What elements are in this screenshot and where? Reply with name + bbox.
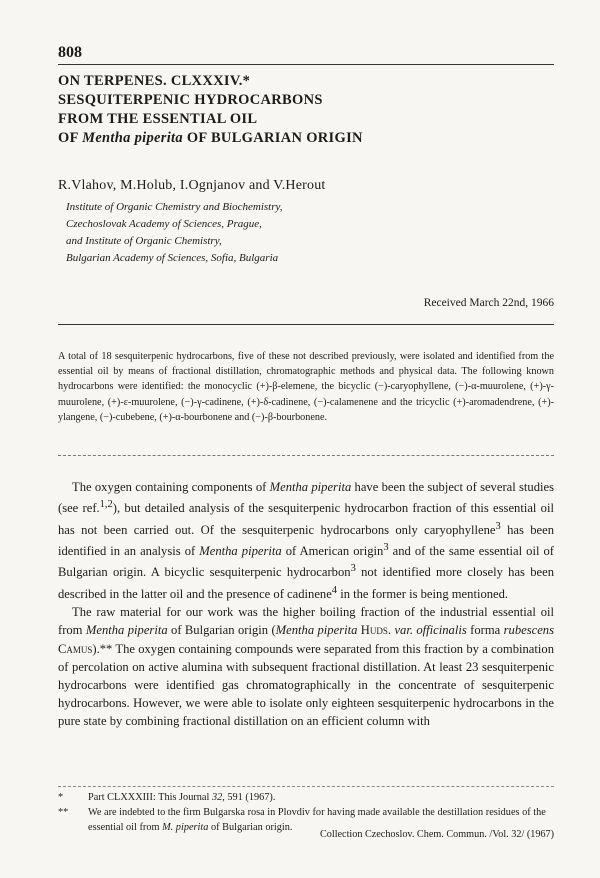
reference-superscript: 3 xyxy=(383,541,389,553)
received-date: Received March 22nd, 1966 xyxy=(423,297,554,309)
article-title xyxy=(58,72,363,148)
affiliations xyxy=(66,199,283,267)
species-name: Mentha piperita xyxy=(275,623,358,638)
body-paragraph-2 xyxy=(58,603,554,730)
footnote-volume: 32, xyxy=(211,792,225,803)
reference-superscript: 4 xyxy=(331,584,338,596)
abstract-top-rule xyxy=(58,324,554,325)
footnote xyxy=(58,790,554,805)
text-run: of Bulgarian origin ( xyxy=(167,623,276,638)
authors: R.Vlahov, M.Holub, I.Ognjanov and V.Herout xyxy=(58,178,326,193)
footnote-text: of Bulgarian origin. xyxy=(208,822,293,833)
affiliation-line: Czechoslovak Academy of Sciences, Prague, xyxy=(66,218,262,230)
title-line-2: SESQUITERPENIC HYDROCARBONS xyxy=(58,92,323,108)
title-line-1: ON TERPENES. CLXXXIV.* xyxy=(58,73,251,89)
footnote-text: 591 (1967). xyxy=(224,792,276,803)
title-line-4-pre: OF xyxy=(58,130,83,146)
text-run: and of the same essential oil of Bulgarian origin. A bicyclic sesquiterpenic hydrocarbon xyxy=(58,544,554,580)
forma-name: rubescens xyxy=(503,623,554,638)
reference-superscript: 3 xyxy=(350,563,356,575)
affiliation-line: and Institute of Organic Chemistry, xyxy=(66,235,222,247)
page-number: 808 xyxy=(58,44,82,61)
reference-superscript: 3 xyxy=(495,520,501,532)
text-run: have been the subject of several studies (see ref. xyxy=(58,480,554,516)
author-abbrev: Huds. xyxy=(357,623,392,638)
text-run: The raw material for our work was the higher boiling fraction of the industrial essential oil from xyxy=(58,605,554,638)
text-run: ), but detailed analysis of the sesquiterpenic hydrocarbon fraction of this essential oil has not been carried out. Of the sesquiterpenic hydrocarbons only caryophyllene xyxy=(58,501,554,537)
abstract-bottom-rule xyxy=(58,455,554,456)
text-run: has been identified in an analysis of xyxy=(58,522,555,559)
title-line-4-post: OF BULGARIAN ORIGIN xyxy=(182,130,363,146)
affiliation-line: Bulgarian Academy of Sciences, Sofia, Bulgaria xyxy=(66,252,279,264)
title-line-4 xyxy=(58,129,363,148)
species-name: Mentha piperita xyxy=(199,544,282,559)
species-name: Mentha piperita xyxy=(269,480,352,494)
text-run: of American origin xyxy=(281,544,384,559)
text-run: not identified more closely has been described in the latter oil and the presence of cadinene xyxy=(58,565,554,601)
text-run: in the former is being mentioned. xyxy=(337,586,509,601)
text-run: ).** The oxygen containing compounds were separated from this fraction by a combination of percolation on active alumina with subsequent fractional distillation. At least 23 sesquiterpenic hydrocarbons were identified gas chromatographically in the concentrate of sesquiterpenic hydrocarbons. However, we were able to isolate only eighteen sesquiterpenic hydrocarbons in the pure state by combining fractional distillation on an efficient column with xyxy=(58,641,554,729)
species-name: M. piperita xyxy=(162,822,209,833)
variety-name: var. officinalis xyxy=(391,623,467,638)
affiliation-line: Institute of Organic Chemistry and Biochemistry, xyxy=(66,201,283,213)
footnote-text: We are indebted to the firm Bulgarska rosa in Plovdiv for having made available the destillation residues of the essential oil from xyxy=(88,807,546,833)
body-paragraph-1 xyxy=(58,478,554,603)
footnote-rule xyxy=(58,786,554,787)
header-rule xyxy=(58,64,554,65)
title-species: Mentha piperita xyxy=(82,130,183,146)
article-body xyxy=(58,478,554,731)
species-name: Mentha piperita xyxy=(85,623,168,638)
reference-superscript: 1,2 xyxy=(99,499,113,511)
journal-footer: Collection Czechoslov. Chem. Commun. /Vol. 32/ (1967) xyxy=(319,829,554,840)
author-abbrev: Camus xyxy=(58,641,93,656)
text-run: forma xyxy=(466,623,504,638)
title-line-3: FROM THE ESSENTIAL OIL xyxy=(58,111,258,127)
footnote-mark: ** xyxy=(58,807,69,818)
footnote-text: Part CLXXXIII: This Journal xyxy=(88,792,212,803)
text-run: The oxygen containing components of xyxy=(72,480,270,494)
abstract: A total of 18 sesquiterpenic hydrocarbons, five of these not described previously, were isolated and identified from the essential oil by means of fractional distillation, chromatographic methods and physical data. The following known hydrocarbons were identified: the monocyclic (+)-β-elemene, the bicyclic (−)-caryophyllene, (−)-α-muurolene, (+)-γ-muurolene, (+)-ε-muurolene, (−)-γ-cadinene, (+)-δ-cadinene, (−)-calamenene and the tricyclic (+)-aromadendrene, (+)-ylangene, (−)-cubebene, (+)-α-bourbonene and (−)-β-bourbonene. xyxy=(58,351,554,423)
footnote-mark: * xyxy=(58,792,64,803)
